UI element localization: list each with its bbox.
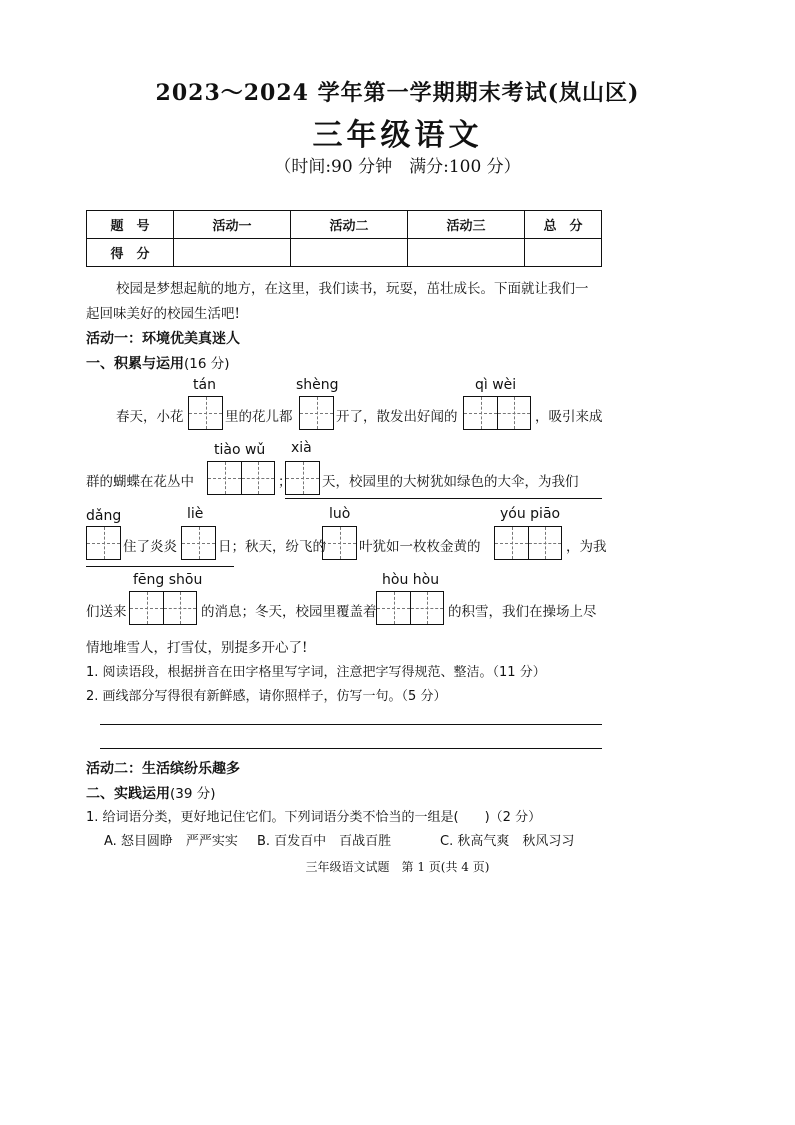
section2-points: (39 分) [170, 786, 216, 802]
score-header-cell: 题 号 [87, 211, 174, 239]
passage-s1b: 里的花儿都 [225, 409, 293, 425]
passage-s2a: 群的蝴蝶在花丛中 [86, 474, 194, 490]
score-header-cell: 活动三 [408, 211, 525, 239]
pinyin-fengshou: fēng shōu [133, 572, 203, 588]
pinyin-qiwei: qì wèi [475, 377, 517, 393]
pinyin-luo: luò [329, 506, 351, 522]
intro-line-1: 校园是梦想起航的地方，在这里，我们读书，玩耍，茁壮成长。下面就让我们一 [116, 281, 589, 297]
passage-s4b: 的消息；冬天，校园里覆盖着 [201, 604, 377, 620]
score-cell-activity2[interactable] [291, 239, 408, 267]
score-header-cell: 总 分 [525, 211, 602, 239]
tianzige-sheng[interactable] [299, 396, 334, 430]
score-header-cell: 活动一 [174, 211, 291, 239]
pinyin-xia: xià [291, 440, 312, 456]
answer-line-1[interactable] [100, 724, 602, 725]
pinyin-dang: dǎng [86, 508, 122, 524]
passage-s5: 情地堆雪人，打雪仗，别提多开心了! [86, 640, 308, 656]
score-cell-total[interactable] [525, 239, 602, 267]
tianzige-fengshou[interactable] [129, 591, 197, 625]
pinyin-lie: liè [187, 506, 204, 522]
pinyin-sheng: shèng [296, 377, 339, 393]
passage-s3d: ，为我 [566, 539, 607, 555]
section1-points: (16 分) [184, 356, 230, 372]
passage-s4c: 的积雪，我们在操场上尽 [448, 604, 597, 620]
passage-s1a: 春天，小花 [116, 409, 184, 425]
pinyin-tan: tán [193, 377, 216, 393]
section1-heading [86, 352, 230, 373]
section1-title: 一、积累与运用 [86, 356, 184, 372]
score-cell-activity1[interactable] [174, 239, 291, 267]
passage-s1d: ，吸引来成 [535, 409, 603, 425]
score-table [86, 210, 602, 267]
option-c[interactable]: C. 秋高气爽 秋风习习 [440, 834, 575, 849]
tianzige-tiaowu[interactable] [207, 461, 275, 495]
tianzige-tan[interactable] [188, 396, 223, 430]
tianzige-youpiao[interactable] [494, 526, 562, 560]
activity2-title: 活动二：生活缤纷乐趣多 [86, 761, 240, 777]
score-table-score-row [87, 239, 602, 267]
passage-s2c: 天，校园里的大树犹如绿色的大伞，为我们 [322, 474, 579, 490]
question-1-2: 2. 画线部分写得很有新鲜感，请你照样子，仿写一句。（5 分） [86, 689, 447, 704]
passage-s3c: 叶犹如一枚枚金黄的 [359, 539, 481, 555]
passage-s1c: 开了，散发出好闻的 [336, 409, 458, 425]
pinyin-tiaowu: tiào wǔ [214, 442, 266, 458]
subject-title: 三年级语文 [312, 118, 483, 153]
tianzige-lie[interactable] [181, 526, 216, 560]
underline-sample-1 [285, 498, 602, 499]
exam-info: （时间:90 分钟 满分:100 分） [274, 157, 521, 177]
passage-s4a: 们送来 [86, 604, 127, 620]
score-header-cell: 活动二 [291, 211, 408, 239]
tianzige-luo[interactable] [322, 526, 357, 560]
tianzige-dang[interactable] [86, 526, 121, 560]
passage-s3b: 日；秋天，纷飞的 [218, 539, 326, 555]
score-cell-activity3[interactable] [408, 239, 525, 267]
tianzige-xia[interactable] [285, 461, 320, 495]
exam-title: 2023～2024 学年第一学期期末考试(岚山区) [155, 80, 640, 106]
activity1-title: 活动一：环境优美真迷人 [86, 331, 240, 347]
answer-line-2[interactable] [100, 748, 602, 749]
score-table-header-row [87, 211, 602, 239]
option-b[interactable]: B. 百发百中 百战百胜 [257, 834, 392, 849]
passage-s3a: 住了炎炎 [123, 539, 177, 555]
option-a[interactable]: A. 怒目圆睁 严严实实 [104, 834, 238, 849]
pinyin-youpiao: yóu piāo [500, 506, 561, 522]
pinyin-houhou: hòu hòu [382, 572, 440, 588]
question-2-1: 1. 给词语分类，更好地记住它们。下列词语分类不恰当的一组是( )（2 分） [86, 810, 542, 825]
underline-sample-2 [86, 566, 234, 567]
page-footer: 三年级语文试题 第 1 页(共 4 页) [305, 860, 490, 874]
intro-line-2: 起回味美好的校园生活吧! [86, 306, 240, 322]
section2-title: 二、实践运用 [86, 786, 170, 802]
passage-s2b: ； [278, 474, 292, 490]
question-1-1: 1. 阅读语段，根据拼音在田字格里写字词，注意把字写得规范、整洁。（11 分） [86, 665, 546, 680]
score-row-label: 得 分 [87, 239, 174, 267]
tianzige-houhou[interactable] [376, 591, 444, 625]
section2-heading [86, 782, 216, 803]
tianzige-qiwei[interactable] [463, 396, 531, 430]
